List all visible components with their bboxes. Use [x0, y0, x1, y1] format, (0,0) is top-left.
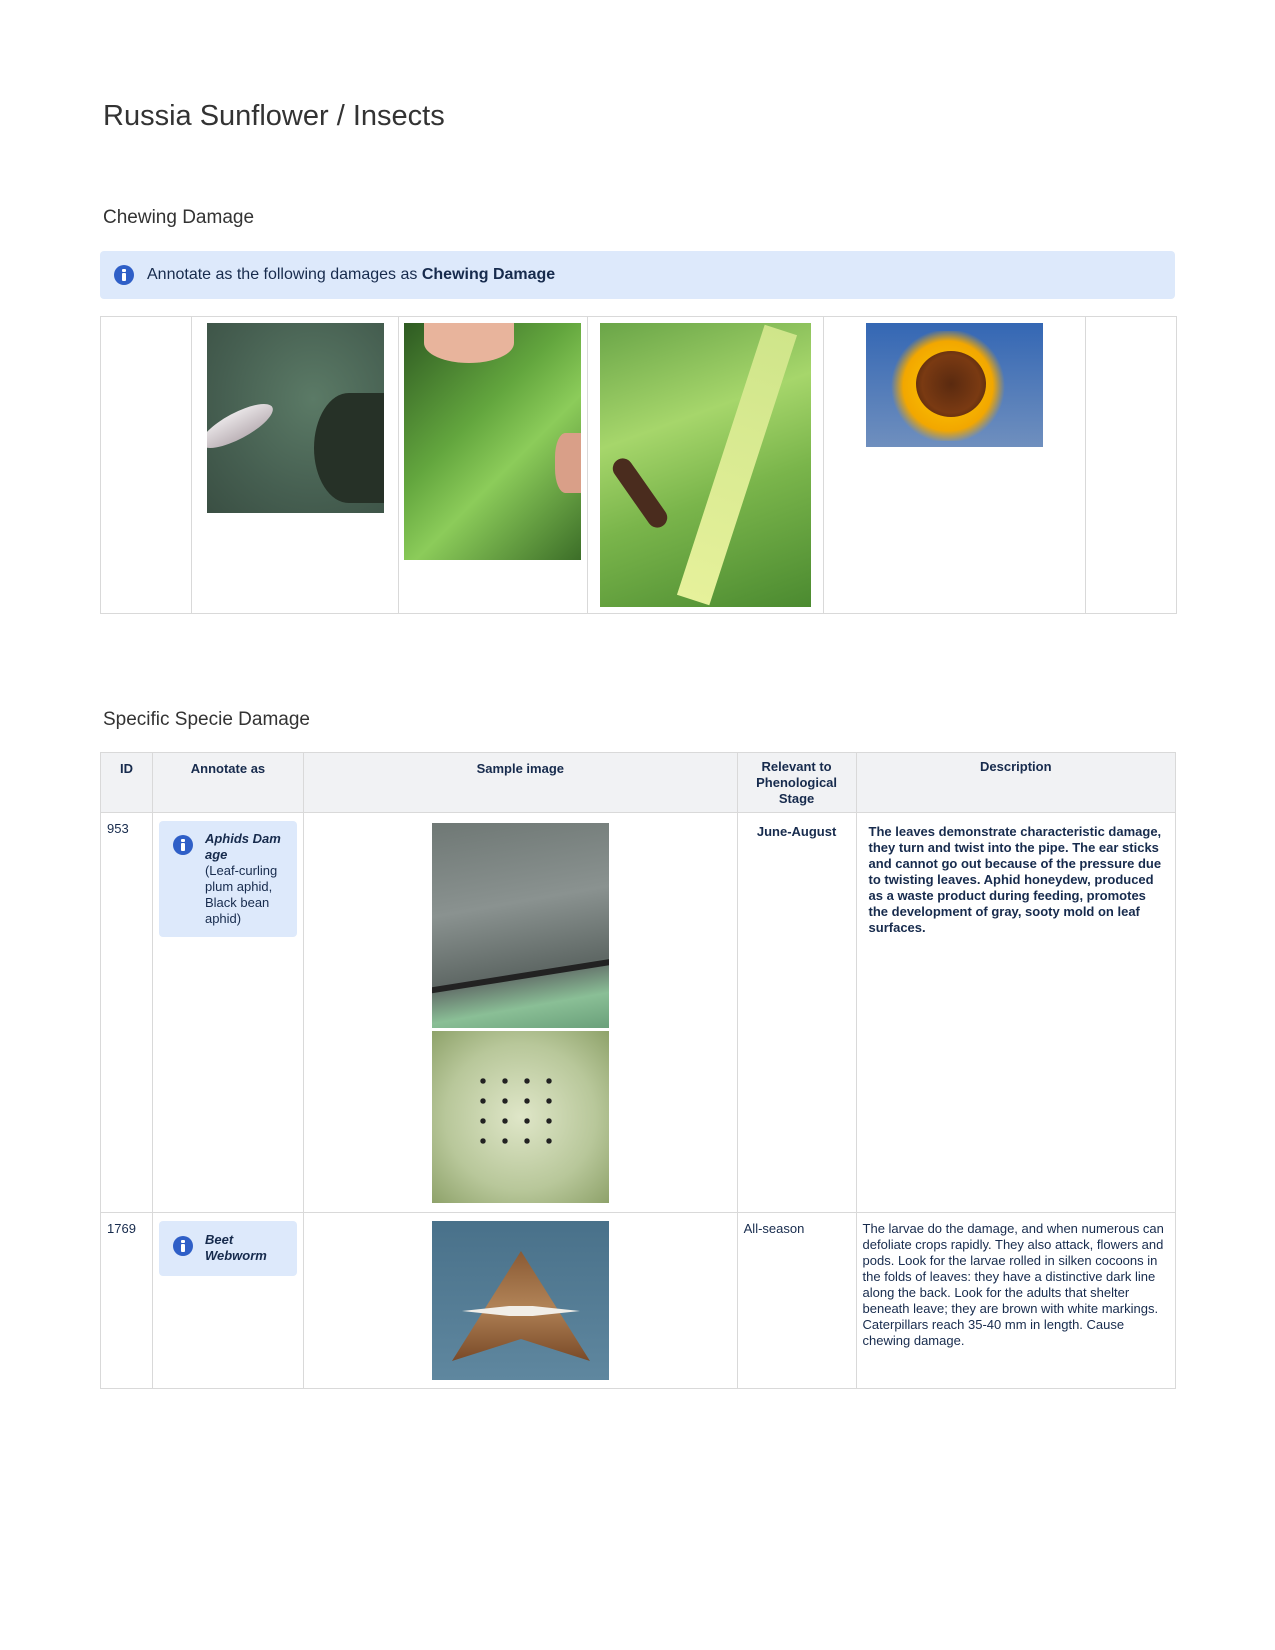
column-header-id: ID — [101, 753, 153, 813]
sample-image-cell — [303, 813, 737, 1213]
row-id: 953 — [101, 813, 153, 1213]
annotate-tag — [159, 1221, 297, 1276]
row-id: 1769 — [101, 1213, 153, 1389]
description-cell: The larvae do the damage, and when numerous can defoliate crops rapidly. They also attack, flowers and pods. Look for the larvae rolled in silken cocoons in the folds of leaves: they have a distinctive dark line along the back. Look for the adults that shelter beneath leave; they are brown with white markings. Caterpillars reach 35-40 mm in length. Cause chewing damage. — [856, 1213, 1175, 1389]
annotate-cell — [152, 1213, 303, 1389]
leaf-in-hand-image — [404, 323, 581, 560]
aphid-colony-image — [432, 1031, 609, 1203]
specific-damage-heading: Specific Specie Damage — [103, 709, 310, 730]
gallery-cell — [399, 317, 588, 614]
caterpillar-on-leaf-image — [600, 323, 811, 607]
sample-image-cell — [303, 1213, 737, 1389]
aphid-leaf-image — [432, 823, 609, 1028]
info-icon — [173, 835, 193, 855]
gallery-cell — [824, 317, 1086, 614]
gallery-empty-cell — [101, 317, 192, 614]
tag-detail: (Leaf-curling plum aphid, Black bean aphid) — [204, 863, 278, 926]
chewing-damage-heading: Chewing Damage — [103, 207, 255, 228]
page-title: Russia Sunflower / Insects — [103, 100, 445, 132]
tag-name: Beet Webworm — [204, 1232, 267, 1263]
description-cell: The leaves demonstrate characteristic damage, they turn and twist into the pipe. The ear sticks and cannot go out because of the pressure due to twisting leaves. Aphid honeydew, produced as a waste product during feeding, promotes the development of gray, sooty mold on leaf surfaces. — [856, 813, 1175, 1213]
column-header-annotate: Annotate as — [152, 753, 303, 813]
stage-cell: June-August — [737, 813, 856, 1213]
annotate-tag — [159, 821, 297, 937]
stage-cell: All-season — [737, 1213, 856, 1389]
info-icon — [114, 265, 134, 285]
gallery-cell — [588, 317, 824, 614]
info-icon — [173, 1236, 193, 1256]
table-row — [101, 813, 1176, 1213]
column-header-sample: Sample image — [303, 753, 737, 813]
chewing-info-text: Annotate as the following damages as Chewing Damage — [147, 266, 556, 283]
table-row — [101, 1213, 1176, 1389]
gallery-cell — [192, 317, 399, 614]
gallery-empty-cell — [1086, 317, 1177, 614]
beet-webworm-moth-image — [432, 1221, 609, 1380]
moth-on-leaf-image — [207, 323, 384, 513]
chewing-gallery-table — [100, 316, 1177, 614]
chewing-info-emphasis: Chewing Damage — [421, 266, 556, 283]
sunflower-image — [866, 323, 1043, 447]
column-header-stage: Relevant to Phenological Stage — [737, 753, 856, 813]
species-damage-table — [100, 752, 1176, 1389]
chewing-info-panel — [100, 251, 1175, 299]
tag-name: Aphids Dam age — [204, 831, 281, 862]
annotate-cell — [152, 813, 303, 1213]
column-header-description: Description — [856, 753, 1175, 813]
